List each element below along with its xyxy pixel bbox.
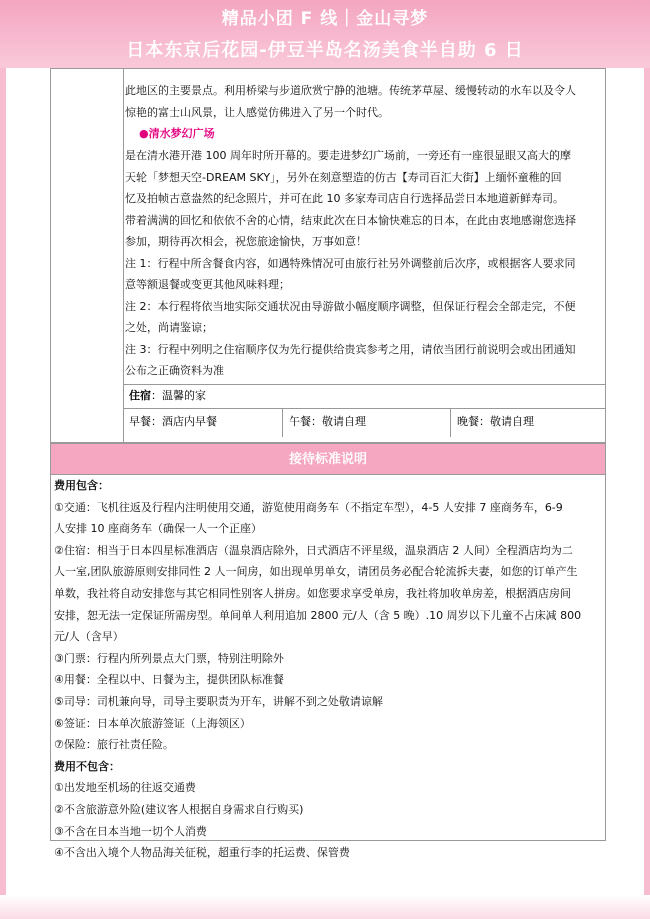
standards-line: 单数，我社将自动安排您与其它相同性别客人拼房。如您要求享受单房，我社将加收单房差，根据酒店房间: [54, 586, 571, 600]
itinerary-text: [125, 80, 597, 382]
included-title: 费用包含：: [54, 479, 109, 492]
standards-line: 人安排 10 座商务车（确保一人一个正座）: [54, 522, 262, 536]
breakfast-cell: 早餐：酒店内早餐: [123, 409, 283, 437]
banner-title-line1: 精品小团 F 线｜金山寻梦: [221, 9, 429, 29]
itinerary-line: 带着满满的回忆和依依不舍的心情，结束此次在日本愉快难忘的日本，在此由衷地感谢您选择: [125, 213, 576, 227]
standards-text: [54, 475, 602, 864]
standards-line: 元/人（含早）: [54, 630, 124, 644]
itinerary-line: 天轮「梦想天空-DREAM SKY」，另外在刻意塑造的仿古【寿司百汇大街】上缅怀童稚的回: [125, 170, 562, 184]
lunch-cell: 午餐：敬请自理: [283, 409, 451, 437]
excluded-line: ③不含在日本当地一切个人消费: [54, 824, 207, 838]
excluded-line: ④不含出入境个人物品海关征税，超重行李的托运费、保管费: [54, 846, 350, 860]
standards-line: ⑥签证：日本单次旅游签证（上海领区）: [54, 716, 251, 730]
note-line: 注 1：行程中所含餐食内容，如遇特殊情况可由旅行社另外调整前后次序，或根据客人要求同: [125, 256, 576, 270]
accommodation-value: ：温馨的家: [151, 389, 206, 402]
standards-line: ②住宿：相当于日本四星标准酒店（温泉酒店除外，日式酒店不评星级，温泉酒店 2 人间）全程酒店均为二: [54, 543, 573, 557]
standards-line: ①交通：飞机往返及行程内注明使用交通，游览使用商务车（不指定车型），4-5 人安排 7 座商务车，6-9: [54, 500, 563, 514]
standards-line: ⑦保险：旅行社责任险。: [54, 738, 174, 752]
bottom-decor-band: [0, 895, 650, 919]
excluded-line: ①出发地至机场的往返交通费: [54, 781, 196, 795]
note-line: 公布之正确资料为准: [125, 364, 224, 377]
note-line: 意等额退餐或变更其他风味料理；: [125, 278, 290, 291]
excluded-line: ②不含旅游意外险(建议客人根据自身需求自行购买): [54, 802, 304, 816]
section-title-bar: 接待标准说明: [50, 443, 606, 475]
itinerary-line: 是在清水港开港 100 周年时所开幕的。要走进梦幻广场前，一旁还有一座很显眼又高大的摩: [125, 149, 571, 162]
header-banner: [0, 0, 650, 68]
left-decor-rail: [0, 0, 6, 919]
attraction-heading: ●清水梦幻广场: [139, 127, 215, 140]
note-line: 注 2：本行程将依当地实际交通状况由导游做小幅度顺序调整，但保证行程会全部走完，不便: [125, 299, 576, 313]
standards-line: 人一室,团队旅游原则安排同性 2 人一间房，如出现单男单女，请团员务必配合轮流拆夫妻，如您的订单产生: [54, 565, 578, 579]
banner-title-line2: 日本东京后花园-伊豆半岛名汤美食半自助 6 日: [126, 40, 524, 61]
standards-line: ⑤司导：司机兼向导，司导主要职责为开车，讲解不到之处敬请谅解: [54, 694, 383, 708]
standards-line: ③门票：行程内所列景点大门票，特别注明除外: [54, 651, 284, 665]
meals-row: [123, 408, 606, 436]
standards-line: 安排，恕无法一定保证所需房型。单间单人利用追加 2800 元/人（含 5 晚）.10 周岁以下儿童不占床减 800: [54, 608, 582, 622]
itinerary-line: 惊艳的富士山风景，让人感觉仿佛进入了另一个时代。: [125, 105, 389, 119]
dinner-cell: 晚餐：敬请自理: [457, 415, 534, 428]
note-line: 注 3：行程中列明之住宿顺序仅为先行提供给贵宾参考之用，请依当团行前说明会或出团通知: [125, 342, 576, 356]
standards-line: ④用餐：全程以中、日餐为主，提供团队标准餐: [54, 673, 284, 687]
note-line: 之处，尚请鉴谅；: [125, 321, 213, 334]
accommodation-row: [123, 384, 606, 408]
right-decor-rail: [644, 0, 650, 919]
accommodation-label: 住宿: [129, 389, 151, 402]
excluded-title: 费用不包含：: [54, 759, 120, 773]
itinerary-line: 忆及拍帧古意盎然的纪念照片，并可在此 10 多家寿司店自行选择品尝日本地道新鲜寿司。: [125, 192, 564, 205]
itinerary-line: 参加，期待再次相会，祝您旅途愉快，万事如意！: [125, 235, 367, 248]
day-column: [51, 69, 124, 442]
itinerary-line: 此地区的主要景点。利用桥梁与步道欣赏宁静的池塘。传统茅草屋、缓慢转动的水车以及令人: [125, 84, 576, 97]
